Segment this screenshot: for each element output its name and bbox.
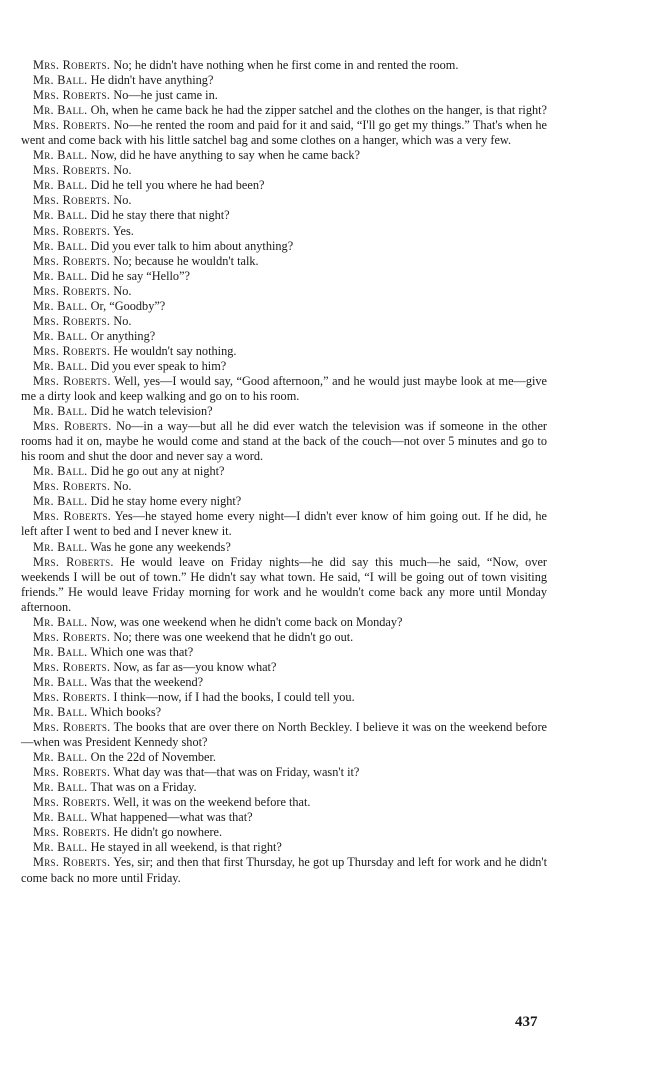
speaker-name: Mr. Ball. [33, 840, 88, 855]
transcript-line [21, 314, 547, 329]
spoken-text: Or, “Goodby”? [90, 298, 166, 313]
transcript-line [21, 103, 547, 118]
speaker-name: Mr. Ball. [33, 494, 88, 509]
speaker-name: Mr. Ball. [33, 103, 88, 118]
spoken-text: I think—now, if I had the books, I could tell you. [113, 689, 355, 704]
speaker-name: Mrs. Roberts. [33, 629, 111, 644]
transcript-line [21, 178, 547, 193]
spoken-text: No—he just came in. [113, 88, 218, 103]
transcript-line [21, 494, 547, 509]
transcript-line [21, 299, 547, 314]
transcript-line [21, 645, 547, 660]
transcript-line [21, 720, 547, 750]
transcript-line [21, 193, 547, 208]
speaker-name: Mrs. Roberts. [33, 720, 111, 735]
transcript-line [21, 464, 547, 479]
transcript-line [21, 344, 547, 359]
spoken-text: Did he go out any at night? [90, 464, 225, 479]
speaker-name: Mrs. Roberts. [33, 509, 112, 524]
spoken-text: What happened—what was that? [90, 810, 253, 825]
transcript-line [21, 675, 547, 690]
speaker-name: Mrs. Roberts. [33, 419, 112, 434]
spoken-text: No—in a way—but all he did ever watch the television was if someone in the other rooms had it on, maybe he would come and stand at the back of the couch—not over 5 minutes and go to his room and shut the door and never say a word. [21, 419, 547, 464]
spoken-text: That was on a Friday. [90, 780, 197, 795]
transcript-line [21, 750, 547, 765]
spoken-text: Which one was that? [90, 644, 194, 659]
speaker-name: Mrs. Roberts. [33, 479, 111, 494]
transcript-line [21, 479, 547, 494]
transcript-line [21, 88, 547, 103]
spoken-text: No. [113, 479, 132, 494]
spoken-text: Now, as far as—you know what? [113, 659, 277, 674]
transcript-line [21, 269, 547, 284]
speaker-name: Mrs. Roberts. [33, 118, 111, 133]
spoken-text: Did you ever speak to him? [90, 358, 227, 373]
transcript-line [21, 163, 547, 178]
speaker-name: Mrs. Roberts. [33, 163, 111, 178]
spoken-text: No. [113, 163, 132, 178]
spoken-text: Which books? [90, 705, 162, 720]
speaker-name: Mr. Ball. [33, 539, 88, 554]
speaker-name: Mr. Ball. [33, 178, 88, 193]
spoken-text: The books that are over there on North Beckley. I believe it was on the weekend before—when was President Kennedy shot? [21, 720, 547, 750]
transcript-line [21, 630, 547, 645]
speaker-name: Mr. Ball. [33, 404, 88, 419]
speaker-name: Mrs. Roberts. [33, 689, 111, 704]
speaker-name: Mr. Ball. [33, 614, 88, 629]
spoken-text: He wouldn't say nothing. [113, 343, 237, 358]
transcript-line [21, 254, 547, 269]
speaker-name: Mrs. Roberts. [33, 659, 111, 674]
spoken-text: Now, did he have anything to say when he came back? [90, 148, 360, 163]
transcript-line [21, 690, 547, 705]
transcript-line [21, 555, 547, 615]
speaker-name: Mrs. Roberts. [33, 373, 111, 388]
speaker-name: Mr. Ball. [33, 464, 88, 479]
spoken-text: What day was that—that was on Friday, wasn't it? [113, 765, 360, 780]
spoken-text: Did he say “Hello”? [90, 268, 191, 283]
spoken-text: No—he rented the room and paid for it and said, “I'll go get my things.” That's when he went and come back with his little satchel bag and some clothes on a hanger, which was a very few. [21, 118, 548, 148]
speaker-name: Mrs. Roberts. [33, 253, 111, 268]
speaker-name: Mrs. Roberts. [33, 283, 111, 298]
speaker-name: Mr. Ball. [33, 705, 88, 720]
spoken-text: Well, yes—I would say, “Good afternoon,” and he would just maybe look at me—give me a dirty look and keep walking and go on to his room. [21, 373, 548, 404]
transcript-line [21, 118, 547, 148]
speaker-name: Mr. Ball. [33, 208, 88, 223]
speaker-name: Mrs. Roberts. [33, 343, 111, 358]
transcript-page [21, 58, 547, 886]
spoken-text: Did he stay there that night? [90, 208, 230, 223]
spoken-text: No. [113, 283, 132, 298]
speaker-name: Mr. Ball. [33, 644, 88, 659]
speaker-name: Mr. Ball. [33, 780, 88, 795]
spoken-text: Yes—he stayed home every night—I didn't ever know of him going out. If he did, he left after I went to bed and I never knew it. [21, 509, 547, 539]
spoken-text: No. [113, 313, 132, 328]
spoken-text: Did he watch television? [90, 404, 213, 419]
spoken-text: Oh, when he came back he had the zipper satchel and the clothes on the hanger, is that right? [90, 103, 548, 118]
transcript-line [21, 795, 547, 810]
spoken-text: No; there was one weekend that he didn't go out. [113, 629, 354, 644]
spoken-text: Now, was one weekend when he didn't come back on Monday? [90, 614, 403, 629]
transcript-line [21, 239, 547, 254]
transcript-line [21, 855, 547, 885]
speaker-name: Mrs. Roberts. [33, 554, 114, 569]
transcript-line [21, 224, 547, 239]
speaker-name: Mr. Ball. [33, 750, 88, 765]
transcript-line [21, 509, 547, 539]
speaker-name: Mr. Ball. [33, 328, 88, 343]
speaker-name: Mrs. Roberts. [33, 58, 111, 72]
transcript-line [21, 419, 547, 464]
spoken-text: He didn't go nowhere. [113, 825, 223, 840]
spoken-text: Yes. [112, 223, 134, 238]
spoken-text: He would leave on Friday nights—he did say this much—he said, “Now, over weekends I will be out of town.” He didn't say what town. He said, “I will be going out of town visiting friends.” He would leave Friday morning for work and he wouldn't come back any more until Monday afternoon. [21, 554, 548, 614]
spoken-text: Well, it was on the weekend before that. [113, 795, 311, 810]
transcript-line [21, 615, 547, 630]
spoken-text: He didn't have anything? [90, 73, 214, 88]
speaker-name: Mrs. Roberts. [33, 223, 111, 238]
spoken-text: No. [113, 193, 132, 208]
spoken-text: He stayed in all weekend, is that right? [90, 840, 282, 855]
spoken-text: No; because he wouldn't talk. [113, 253, 259, 268]
speaker-name: Mrs. Roberts. [33, 193, 111, 208]
speaker-name: Mr. Ball. [33, 268, 88, 283]
speaker-name: Mr. Ball. [33, 73, 88, 88]
speaker-name: Mr. Ball. [33, 810, 88, 825]
transcript-line [21, 284, 547, 299]
transcript-line [21, 765, 547, 780]
spoken-text: Yes, sir; and then that first Thursday, he got up Thursday and left for work and he didn't come back no more until Friday. [21, 855, 547, 885]
transcript-line [21, 58, 547, 73]
transcript-line [21, 208, 547, 223]
transcript-line [21, 404, 547, 419]
transcript-line [21, 73, 547, 88]
spoken-text: Did he tell you where he had been? [90, 178, 265, 193]
speaker-name: Mr. Ball. [33, 148, 88, 163]
spoken-text: Did you ever talk to him about anything? [90, 238, 294, 253]
speaker-name: Mr. Ball. [33, 298, 88, 313]
transcript-line [21, 825, 547, 840]
speaker-name: Mrs. Roberts. [33, 795, 111, 810]
transcript-line [21, 359, 547, 374]
spoken-text: Or anything? [90, 328, 156, 343]
speaker-name: Mr. Ball. [33, 358, 88, 373]
spoken-text: On the 22d of November. [90, 750, 216, 765]
transcript-line [21, 540, 547, 555]
transcript-line [21, 329, 547, 344]
transcript-line [21, 660, 547, 675]
speaker-name: Mrs. Roberts. [33, 765, 111, 780]
page-number: 437 [515, 1014, 538, 1030]
speaker-name: Mr. Ball. [33, 238, 88, 253]
speaker-name: Mrs. Roberts. [33, 825, 111, 840]
transcript-line [21, 840, 547, 855]
speaker-name: Mrs. Roberts. [33, 313, 111, 328]
transcript-line [21, 148, 547, 163]
spoken-text: Was that the weekend? [90, 674, 204, 689]
speaker-name: Mrs. Roberts. [33, 855, 111, 870]
transcript-line [21, 780, 547, 795]
spoken-text: Did he stay home every night? [90, 494, 242, 509]
spoken-text: No; he didn't have nothing when he first come in and rented the room. [113, 58, 459, 72]
transcript-line [21, 810, 547, 825]
spoken-text: Was he gone any weekends? [90, 539, 231, 554]
speaker-name: Mrs. Roberts. [33, 88, 111, 103]
transcript-line [21, 374, 547, 404]
speaker-name: Mr. Ball. [33, 674, 88, 689]
transcript-line [21, 705, 547, 720]
